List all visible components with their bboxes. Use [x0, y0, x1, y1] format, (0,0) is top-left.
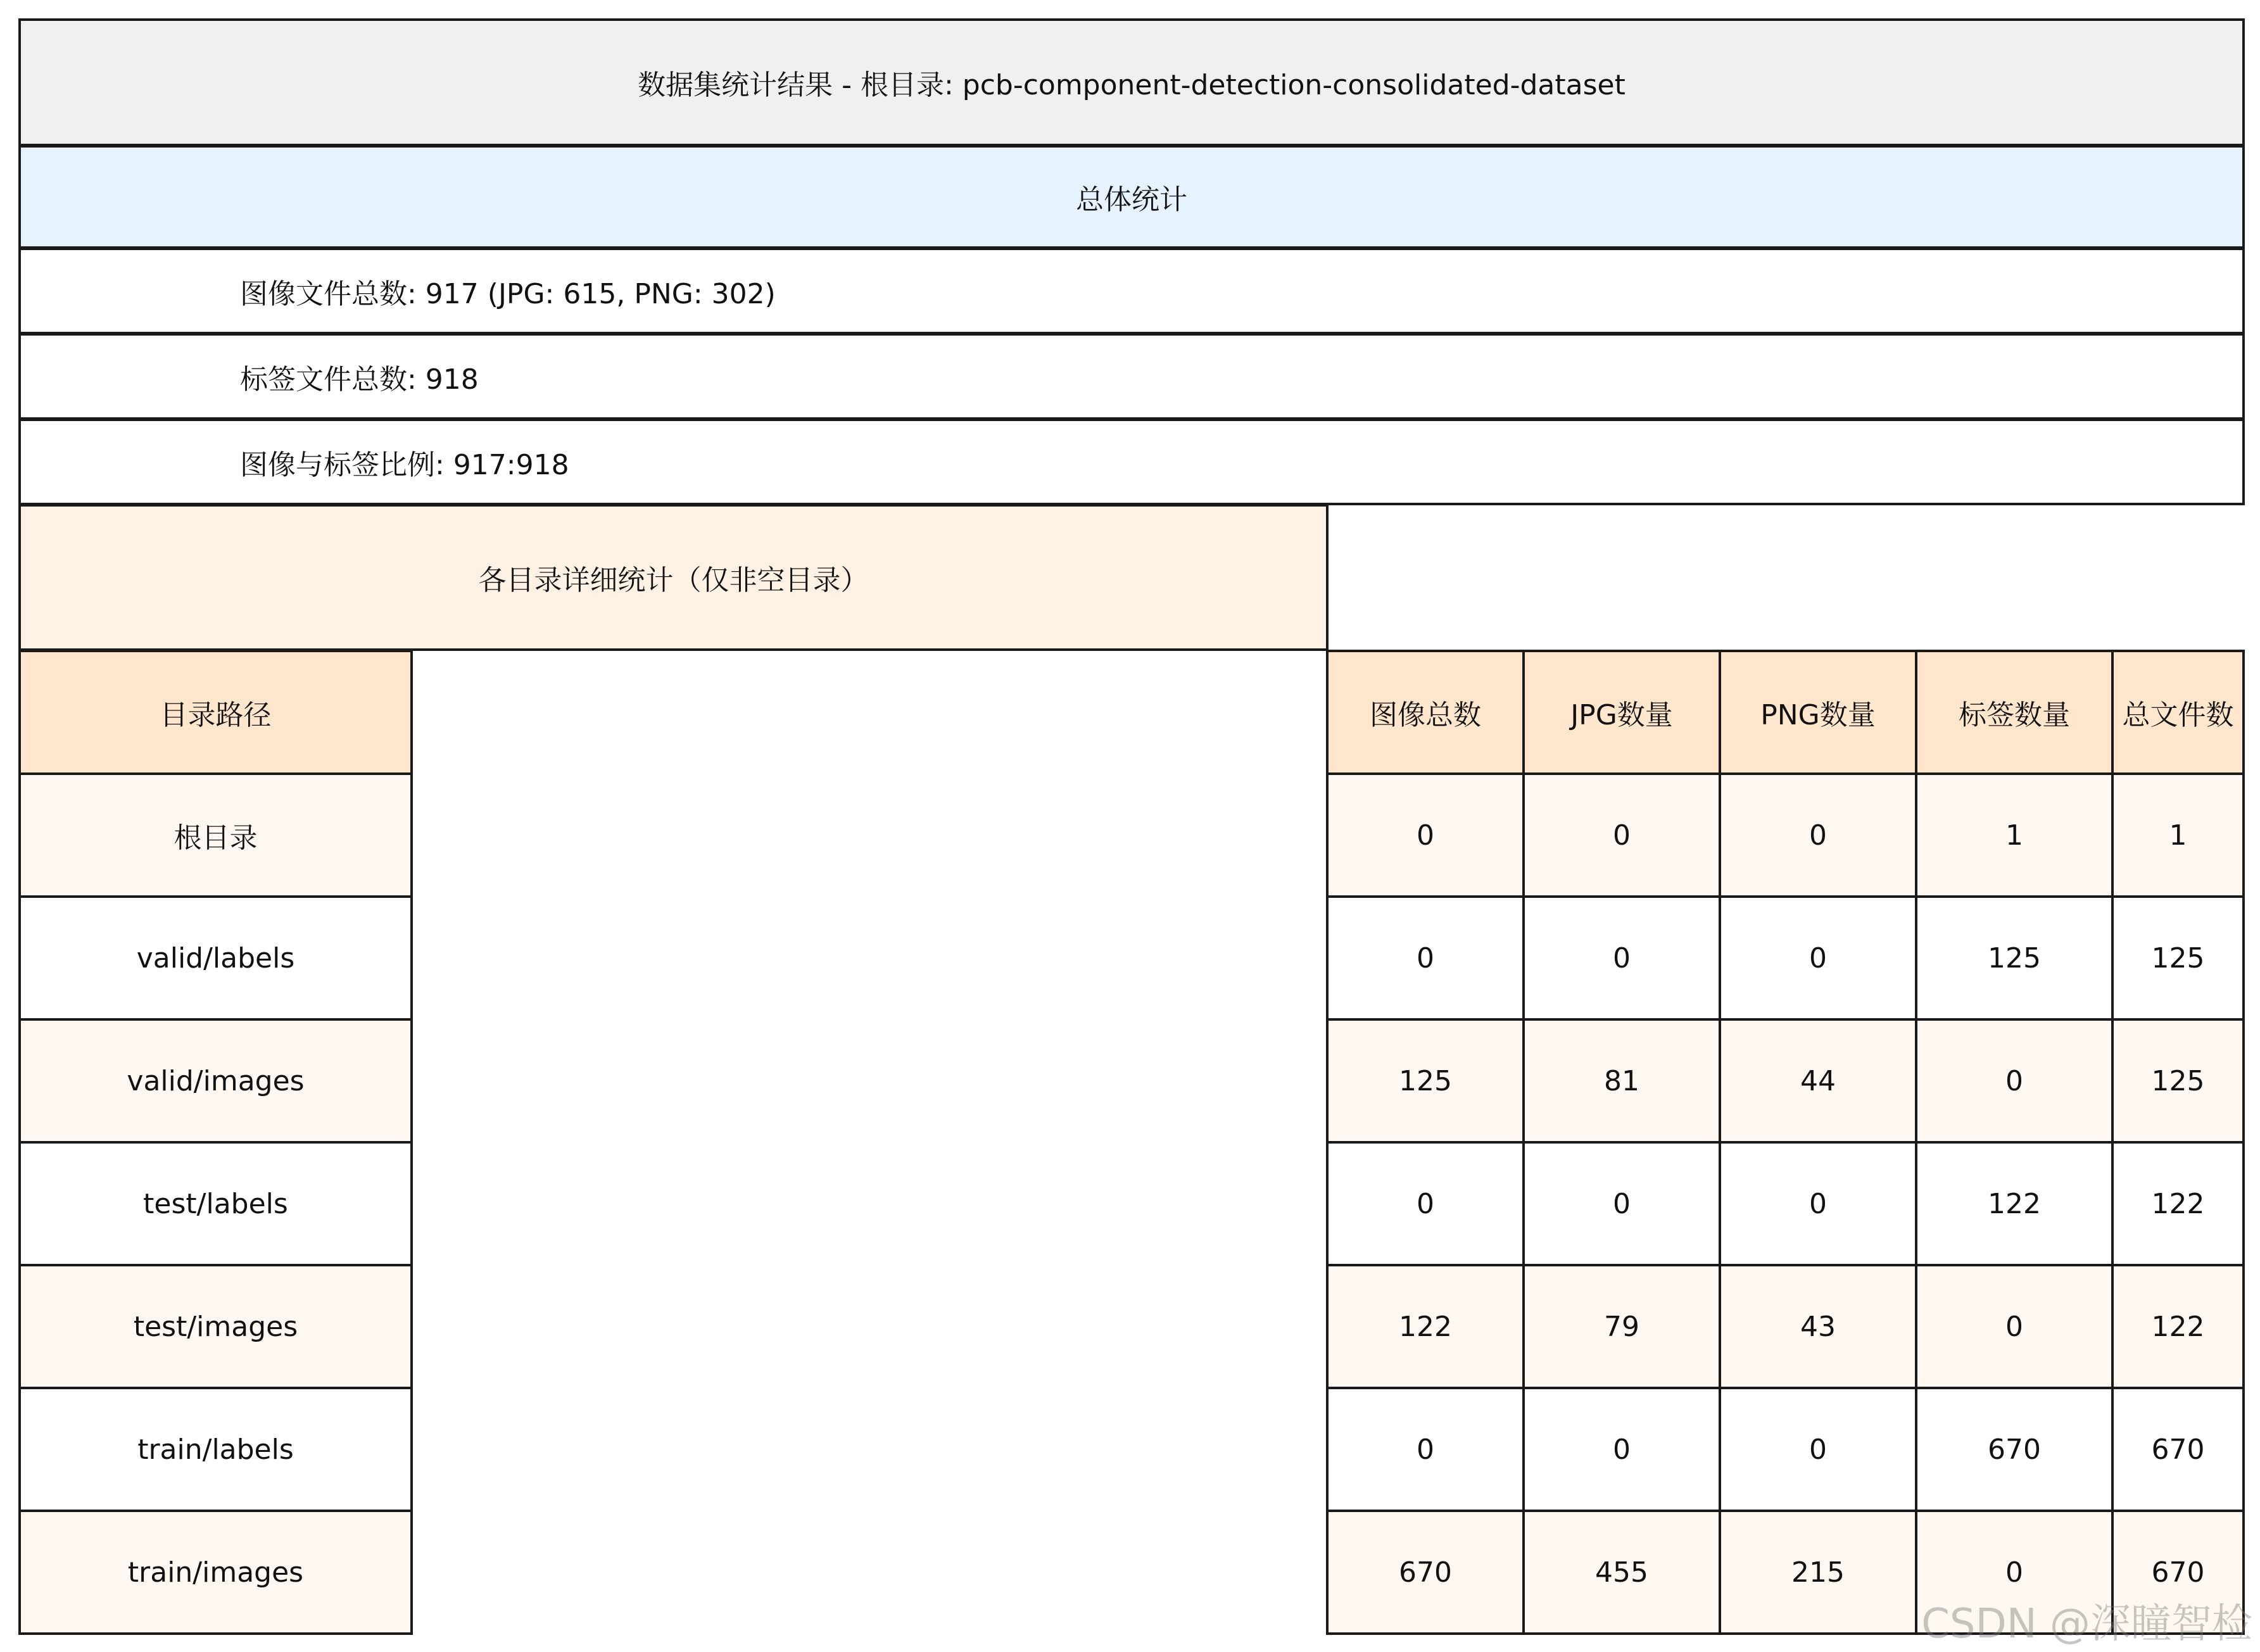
- table-cell-directory-path: [18, 1018, 413, 1144]
- table-cell-file-total-text: 125: [2151, 942, 2205, 974]
- table-cell-jpg-count: [1522, 1264, 1721, 1389]
- column-header-file-total: [2111, 650, 2245, 775]
- table-cell-file-total: [2111, 1387, 2245, 1512]
- overall-stats-header-label: 总体统计: [1076, 184, 1187, 216]
- table-cell-file-total: [2111, 1264, 2245, 1389]
- table-cell-file-total: [2111, 1141, 2245, 1266]
- overall-stat-image-total: [18, 248, 2245, 334]
- table-cell-file-total-text: 1: [2169, 819, 2187, 852]
- table-cell-png-count: [1719, 1018, 1917, 1144]
- table-cell-image-total-text: 0: [1417, 942, 1434, 974]
- table-cell-jpg-count-text: 0: [1613, 819, 1631, 852]
- watermark: CSDN @深瞳智检: [1921, 1601, 2252, 1648]
- table-cell-label-count: [1915, 1018, 2114, 1144]
- table-cell-image-total: [1326, 1510, 1525, 1635]
- table-cell-directory-path: [18, 1264, 413, 1389]
- table-cell-file-total-text: 125: [2151, 1064, 2205, 1097]
- table-cell-directory-path-text: 根目录: [174, 822, 258, 854]
- table-cell-image-total: [1326, 1264, 1525, 1389]
- table-cell-png-count-text: 44: [1800, 1064, 1836, 1097]
- table-cell-directory-path-text: train/labels: [137, 1433, 294, 1466]
- table-cell-file-total: [2111, 1018, 2245, 1144]
- table-cell-directory-path: [18, 895, 413, 1021]
- table-cell-image-total-text: 122: [1399, 1310, 1452, 1343]
- table-cell-directory-path-text: valid/labels: [136, 942, 295, 974]
- column-header-png-count: [1719, 650, 1917, 775]
- table-cell-file-total-text: 670: [2151, 1556, 2205, 1589]
- overall-stat-label-total: [18, 333, 2245, 420]
- table-cell-label-count-text: 0: [2005, 1310, 2023, 1343]
- table-cell-jpg-count: [1522, 895, 1721, 1021]
- detail-stats-header-label: 各目录详细统计（仅非空目录）: [478, 564, 869, 596]
- column-header-directory-path: [18, 650, 413, 775]
- table-cell-png-count: [1719, 1387, 1917, 1512]
- table-cell-png-count: [1719, 772, 1917, 898]
- table-cell-jpg-count: [1522, 1141, 1721, 1266]
- overall-stat-ratio: [18, 419, 2245, 505]
- column-header-label-count-text: 标签数量: [1959, 699, 2070, 731]
- table-cell-image-total-text: 670: [1399, 1556, 1452, 1589]
- column-header-image-total-text: 图像总数: [1370, 699, 1481, 731]
- table-cell-jpg-count: [1522, 1387, 1721, 1512]
- table-cell-png-count-text: 215: [1791, 1556, 1845, 1589]
- table-cell-image-total-text: 0: [1417, 1187, 1434, 1220]
- table-cell-jpg-count: [1522, 1018, 1721, 1144]
- column-header-file-total-text: 总文件数: [2122, 699, 2234, 731]
- table-cell-jpg-count: [1522, 1510, 1721, 1635]
- overall-stats-header: [18, 145, 2245, 249]
- column-header-directory-path-text: 目录路径: [160, 699, 272, 731]
- table-cell-file-total-text: 122: [2151, 1310, 2205, 1343]
- table-cell-label-count: [1915, 772, 2114, 898]
- table-cell-label-count: [1915, 1387, 2114, 1512]
- table-cell-directory-path-text: test/images: [133, 1310, 298, 1343]
- column-header-jpg-count-text: JPG数量: [1570, 699, 1673, 731]
- table-cell-label-count-text: 0: [2005, 1556, 2023, 1589]
- table-cell-file-total: [2111, 772, 2245, 898]
- table-cell-file-total-text: 670: [2151, 1433, 2205, 1466]
- table-cell-image-total: [1326, 1018, 1525, 1144]
- table-cell-image-total: [1326, 1387, 1525, 1512]
- table-cell-png-count: [1719, 1510, 1917, 1635]
- table-cell-directory-path: [18, 1387, 413, 1512]
- table-cell-image-total-text: 0: [1417, 1433, 1434, 1466]
- table-cell-label-count-text: 670: [1988, 1433, 2041, 1466]
- table-cell-jpg-count-text: 79: [1604, 1310, 1639, 1343]
- table-cell-jpg-count-text: 0: [1613, 942, 1631, 974]
- table-cell-image-total: [1326, 772, 1525, 898]
- table-cell-image-total-text: 125: [1399, 1064, 1452, 1097]
- table-cell-png-count-text: 43: [1800, 1310, 1836, 1343]
- table-cell-directory-path-text: train/images: [127, 1556, 304, 1589]
- table-cell-file-total-text: 122: [2151, 1187, 2205, 1220]
- table-cell-label-count-text: 1: [2005, 819, 2023, 852]
- table-cell-directory-path: [18, 1141, 413, 1266]
- table-cell-image-total-text: 0: [1417, 819, 1434, 852]
- table-cell-file-total: [2111, 895, 2245, 1021]
- table-cell-label-count: [1915, 1264, 2114, 1389]
- table-cell-label-count: [1915, 1141, 2114, 1266]
- table-cell-directory-path: [18, 1510, 413, 1635]
- table-cell-png-count: [1719, 895, 1917, 1021]
- table-cell-png-count-text: 0: [1809, 1433, 1827, 1466]
- stats-title: 数据集统计结果 - 根目录: pcb-component-detection-consolidated-dataset: [638, 69, 1626, 101]
- table-cell-png-count: [1719, 1141, 1917, 1266]
- column-header-jpg-count: [1522, 650, 1721, 775]
- overall-stat-label: 图像文件总数: 917 (JPG: 615, PNG: 302): [240, 277, 776, 310]
- table-cell-label-count-text: 125: [1988, 942, 2041, 974]
- column-header-label-count: [1915, 650, 2114, 775]
- overall-stat-label: 图像与标签比例: 917:918: [240, 448, 569, 481]
- table-cell-image-total: [1326, 1141, 1525, 1266]
- table-cell-png-count-text: 0: [1809, 819, 1827, 852]
- table-cell-label-count: [1915, 895, 2114, 1021]
- table-cell-directory-path: [18, 772, 413, 898]
- table-cell-png-count-text: 0: [1809, 942, 1827, 974]
- overall-stat-label: 标签文件总数: 918: [240, 363, 479, 396]
- table-cell-directory-path-text: valid/images: [127, 1064, 305, 1097]
- table-cell-jpg-count-text: 81: [1604, 1064, 1639, 1097]
- column-header-image-total: [1326, 650, 1525, 775]
- column-header-png-count-text: PNG数量: [1760, 699, 1876, 731]
- table-cell-label-count-text: 0: [2005, 1064, 2023, 1097]
- stats-title-bar: [18, 18, 2245, 146]
- detail-stats-header: [18, 504, 1329, 651]
- table-cell-png-count: [1719, 1264, 1917, 1389]
- table-cell-jpg-count-text: 0: [1613, 1187, 1631, 1220]
- table-cell-label-count-text: 122: [1988, 1187, 2041, 1220]
- table-cell-jpg-count: [1522, 772, 1721, 898]
- table-cell-directory-path-text: test/labels: [143, 1187, 288, 1220]
- table-cell-image-total: [1326, 895, 1525, 1021]
- table-cell-jpg-count-text: 0: [1613, 1433, 1631, 1466]
- table-cell-png-count-text: 0: [1809, 1187, 1827, 1220]
- table-cell-jpg-count-text: 455: [1595, 1556, 1648, 1589]
